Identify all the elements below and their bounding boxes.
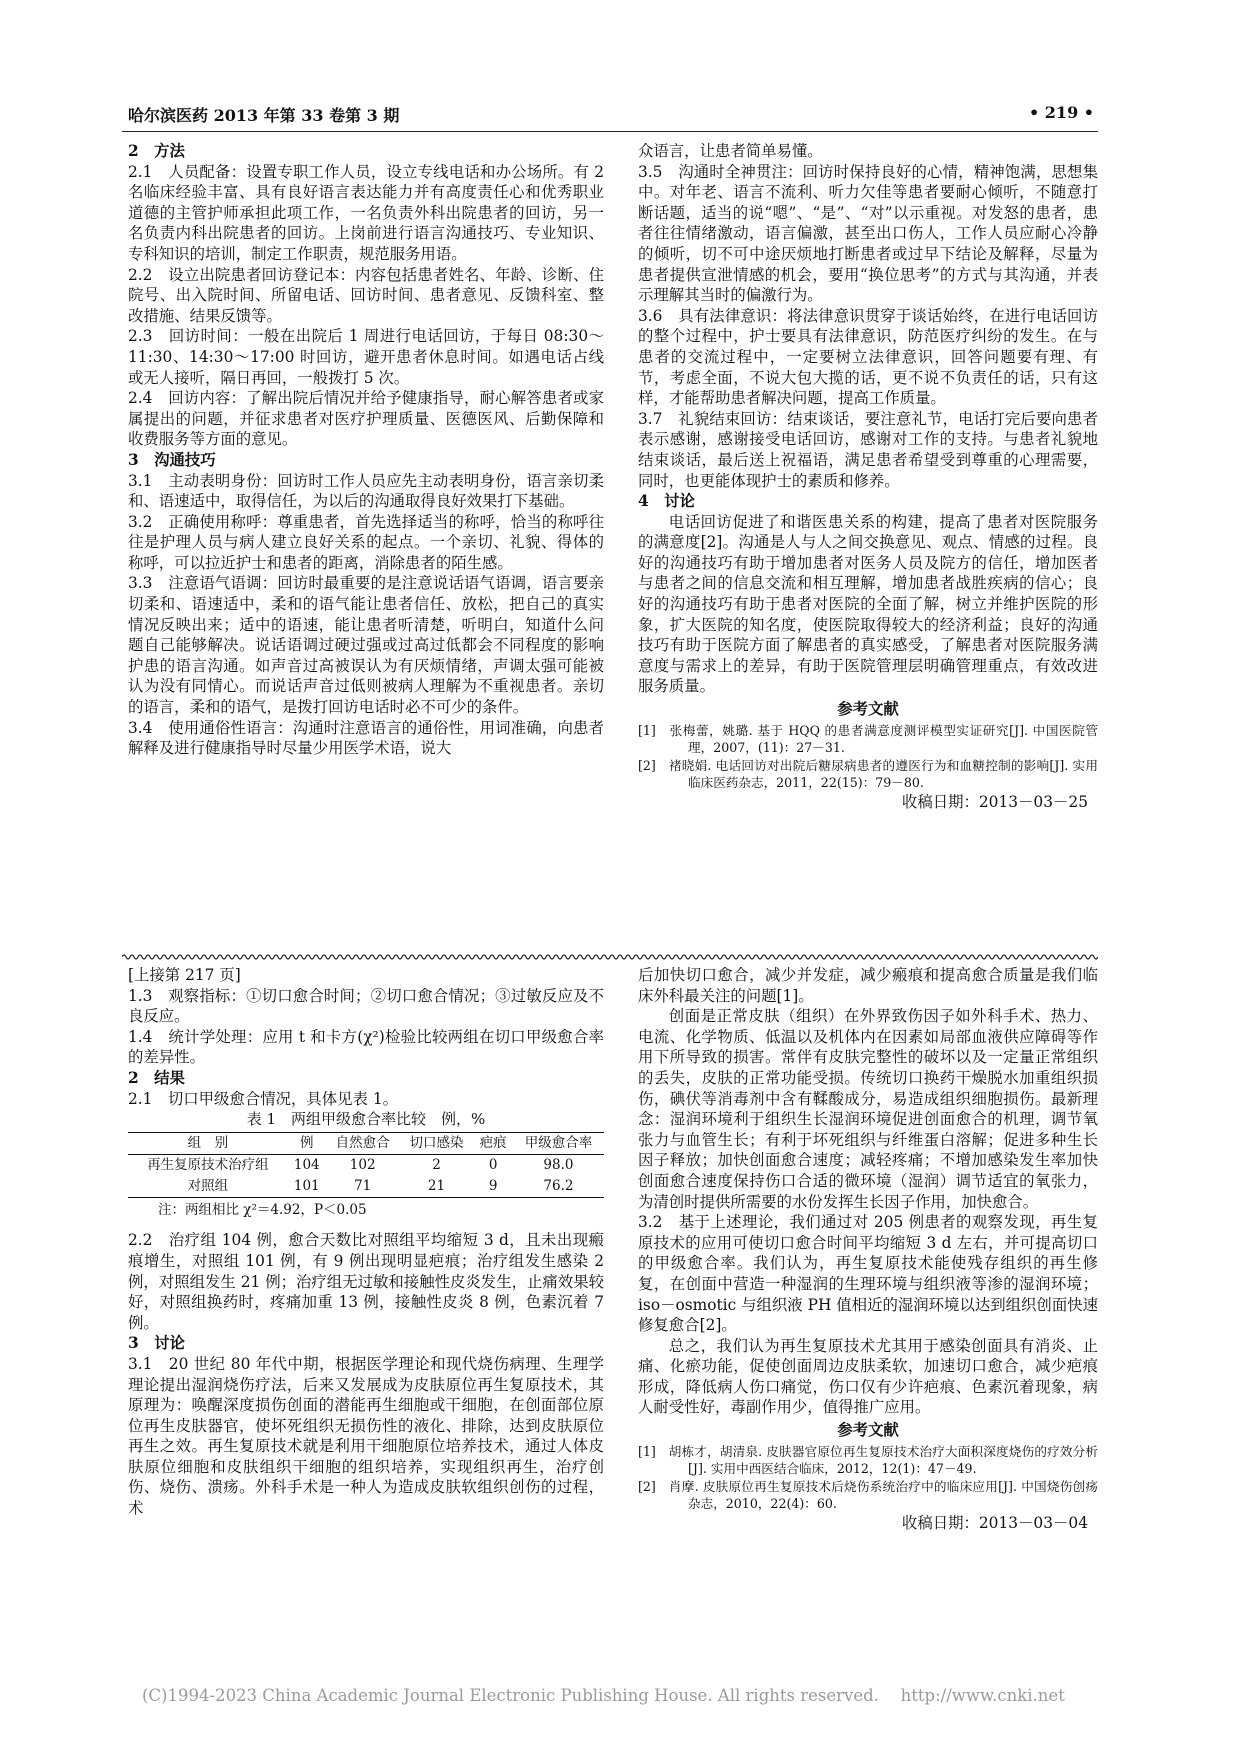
table-cell: 101 xyxy=(293,1177,320,1194)
paragraph: 3.1 主动表明身份：回访时工作人员应先主动表明身份，语言亲切柔和、语速适中，取得信任，为以后的沟通取得良好效果打下基础。 xyxy=(128,471,604,511)
paragraph: 3.7 礼貌结束回访：结束谈话，要注意礼节，电话打完后要向患者表示感谢，感谢接受电话回访，感谢对工作的支持。与患者礼貌地结束谈话，最后送上祝福语，满足患者希望受到尊重的心理需要，同时，也更能体现护士的素质和修养。 xyxy=(638,409,1098,490)
section-heading: 3 讨论 xyxy=(128,1334,185,1353)
paragraph: 3.2 正确使用称呼：尊重患者，首先选择适当的称呼，恰当的称呼往往是护理人员与病人建立良好关系的起点。一个亲切、礼貌、得体的称呼，可以拉近护士和患者的距离，消除患者的陌生感。 xyxy=(128,512,604,572)
paragraph: 总之，我们认为再生复原技术尤其用于感染创面具有消炎、止痛、化瘀功能，促使创面周边皮肤柔软，加速切口愈合，减少疤痕形成，降低病人伤口痛觉，伤口仅有少许疤痕、色素沉着现象，病人耐受性好，毒副作用少，值得推广应用。 xyxy=(638,1336,1098,1417)
reference-item: [2] 肖摩. 皮肤原位再生复原技术后烧伤系统治疗中的临床应用[J]. 中国烧伤创疡杂志，2010，22(4)：60. xyxy=(638,1478,1098,1511)
paragraph-continued: 众语言，让患者简单易懂。 xyxy=(638,142,823,160)
table-cell: 98.0 xyxy=(543,1156,574,1173)
article-b-right-column xyxy=(638,965,1098,1533)
table-header-cell: 切口感染 xyxy=(409,1134,464,1151)
table-cell: 2 xyxy=(432,1156,441,1173)
paragraph: 创面是正常皮肤（组织）在外界致伤因子如外科手术、热力、电流、化学物质、低温以及机体内在因素如局部血液供应障碍等作用下所导致的损害。常伴有皮肤完整性的破坏以及一定量正常组织的丢失，皮肤的正常功能受损。传统切口换药干燥脱水加重组织损伤，碘伏等消毒剂中含有鞣酸成分，易造成组织细胞损伤。最新理念：湿润环境利于组织生长湿润环境促进创面愈合的机理，调节氧张力与血管生长；有利于坏死组织与纤维蛋白溶解；促进多种生长因子释放；加快创面愈合速度；减轻疼痛；不增加感染发生率加快创面愈合速度保持伤口合适的微环境（湿润）调节适宜的氧张力，为清创时提供所需要的水份发挥生长因子作用，加快愈合。 xyxy=(638,1007,1098,1211)
section-heading: 4 讨论 xyxy=(638,492,695,511)
table-caption: 表 1 两组甲级愈合率比较 例，% xyxy=(246,1110,486,1129)
table-cell: 9 xyxy=(488,1177,498,1194)
references-heading: 参考文献 xyxy=(837,1421,899,1440)
table-cell: 104 xyxy=(293,1156,320,1173)
paragraph: 3.4 使用通俗性语言：沟通时注意语言的通俗性，用词准确，向患者解释及进行健康指导时尽量少用医学术语，说大 xyxy=(128,718,604,758)
table xyxy=(128,1132,604,1198)
table-cell: 21 xyxy=(427,1177,446,1194)
paragraph: 1.3 观察指标：①切口愈合时间；②切口愈合情况；③过敏反应及不良反应。 xyxy=(128,986,604,1026)
paragraph: 2.2 治疗组 104 例，愈合天数比对照组平均缩短 3 d，且未出现瘢痕增生，对照组 101 例，有 9 例出现明显疤痕；治疗组发生感染 2 例，对照组发生 21 例；治疗组无过敏和接触性皮炎发生，止痛效果较好，对照组换药时，疼痛加重 13 例，接触性皮炎 8 例，色素沉着 7 例。 xyxy=(128,1231,604,1332)
page-number: • 219 • xyxy=(1029,103,1094,122)
reference-item: [2] 褚晓娟. 电话回访对出院后糖尿病患者的遵医行为和血糖控制的影响[J]. 实用临床医药杂志，2011，22(15)：79－80. xyxy=(638,757,1098,790)
header-rule xyxy=(122,131,1098,132)
section-heading: 3 沟通技巧 xyxy=(128,450,216,469)
reference-item: [1] 胡栋才，胡清泉. 皮肤器官原位再生复原技术治疗大面积深度烧伤的疗效分析[J]. 实用中西医结合临床，2012，12(1)：47－49. xyxy=(638,1443,1098,1476)
paragraph: 2.1 人员配备：设置专职工作人员，设立专线电话和办公场所。有 2 名临床经验丰富、具有良好语言表达能力并有高度责任心和优秀职业道德的主管护师承担此项工作，一名负责外科出院患者的回访，另一名负责内科出院患者的回访。上岗前进行语言沟通技巧、专业知识、专科知识的培训，制定工作职责，规范服务用语。 xyxy=(128,162,604,263)
paragraph: 1.4 统计学处理：应用 t 和卡方(χ²)检验比较两组在切口甲级愈合率的差异性。 xyxy=(128,1027,604,1067)
article-a-right-column xyxy=(638,141,1098,812)
section-heading: 2 方法 xyxy=(128,142,185,160)
running-header xyxy=(128,103,1094,129)
table-cell: 102 xyxy=(349,1156,376,1173)
references-heading: 参考文献 xyxy=(837,700,899,719)
table-header-cell: 自然愈合 xyxy=(335,1134,390,1151)
article-separator xyxy=(122,953,1098,961)
paragraph: 2.4 回访内容：了解出院后情况并给予健康指导，耐心解答患者或家属提出的问题，并征求患者对医疗护理质量、医德医风、后勤保障和收费服务等方面的意见。 xyxy=(128,389,604,449)
paragraph-continued: 后加快切口愈合，减少并发症，减少瘢痕和提高愈合质量是我们临床外科最关注的问题[1]。 xyxy=(638,966,1098,1005)
received-date: 收稿日期：2013－03－25 xyxy=(901,792,1088,811)
paragraph: 3.1 20 世纪 80 年代中期，根据医学理论和现代烧伤病理、生理学理论提出湿润烧伤疗法，后来又发展成为皮肤原位再生复原技术，其原理为：唤醒深度损伤创面的潜能再生细胞或干细胞，在创面部位原位再生皮肤器官，使坏死组织无损伤性的液化、排除，达到皮肤原位再生之效。再生复原技术就是利用干细胞原位培养技术，通过人体皮肤原位细胞和皮肤组织干细胞的组织培养，实现组织再生，治疗创伤、烧伤、溃疡。外科手术是一种人为造成皮肤软组织创伤的过程，术 xyxy=(128,1354,604,1518)
copyright-footer: (C)1994-2023 China Academic Journal Electronic Publishing House. All rights reserved. http://www.cnki.net xyxy=(142,1686,1065,1705)
table-header-cell: 疤痕 xyxy=(479,1134,507,1151)
paragraph: 2.3 回访时间：一般在出院后 1 周进行电话回访，于每日 08:30～11:30、14:30～17:00 时回访，避开患者休息时间。如遇电话占线或无人接听，隔日再回，一般拨打 5 次。 xyxy=(128,327,604,387)
paragraph: 3.6 具有法律意识：将法律意识贯穿于谈话始终，在进行电话回访的整个过程中，护士要具有法律意识，防范医疗纠纷的发生。在与患者的交流过程中，一定要树立法律意识，回答问题要有理、有节，考虑全面，不说大包大揽的话，更不说不负责任的话，只有这样，才能帮助患者解决问题，提高工作质量。 xyxy=(638,306,1098,408)
table-row xyxy=(128,1154,604,1176)
table-header-cell: 甲级愈合率 xyxy=(524,1134,593,1151)
paragraph-continued: [上接第 217 页] xyxy=(128,966,241,984)
paragraph: 3.2 基于上述理论，我们通过对 205 例患者的观察发现，再生复原技术的应用可使切口愈合时间平均缩短 3 d 左右，并可提高切口的甲级愈合率。我们认为，再生复原技术能使残存组织的再生修复，在创面中营造一种湿润的生理环境与组织液等渗的湿润环境；iso－osmotic 与组织液 PH 值相近的湿润环境以达到组织创面快速修复愈合[2]。 xyxy=(638,1213,1098,1335)
paragraph: 3.3 注意语气语调：回访时最重要的是注意说话语气语调，语言要亲切柔和、语速适中，柔和的语气能让患者信任、放松，把自己的真实情况反映出来；适中的语速，能让患者听清楚，听明白，知道什么问题自己能够解决。说话语调过硬过强或过高过低都会不同程度的影响护患的语言沟通。如声音过高被误认为有厌烦情绪，声调太强可能被认为没有同情心。而说话声音过低则被病人理解为不重视患者。亲切的语言，柔和的语气，是拨打回访电话时必不可少的条件。 xyxy=(128,574,604,717)
table-cell: 再生复原技术治疗组 xyxy=(147,1156,269,1173)
paragraph: 2.2 设立出院患者回访登记本：内容包括患者姓名、年龄、诊断、住院号、出入院时间、所留电话、回访时间、患者意见、反馈科室、整改措施、结果反馈等。 xyxy=(128,265,604,325)
table-row xyxy=(128,1176,604,1198)
paragraph: 3.5 沟通时全神贯注：回访时保持良好的心情，精神饱满，思想集中。对年老、语言不流利、听力欠佳等患者要耐心倾听，不随意打断话题，适当的说“嗯”、“是”、“对”以示重视。对发怒的患者，患者往往情绪激动，语言偏激，甚至出口伤人，工作人员应耐心冷静的倾听，切不可中途厌烦地打断患者或过早下结论及解释，尽量为患者提供宣泄情感的机会，要用“换位思考”的方式与其沟通，并表示理解其当时的偏激行为。 xyxy=(638,162,1098,305)
table-cell: 76.2 xyxy=(543,1177,574,1194)
paragraph: 2.1 切口甲级愈合情况，具体见表 1。 xyxy=(128,1089,399,1108)
article-a-left-column xyxy=(128,141,604,759)
table-header-cell: 组 别 xyxy=(187,1134,229,1151)
table-cell: 0 xyxy=(488,1156,498,1173)
journal-title: 哈尔滨医药 2013 年第 33 卷第 3 期 xyxy=(128,106,400,125)
table-header-cell: 例 xyxy=(300,1134,314,1151)
table-1 xyxy=(128,1109,604,1220)
table-cell: 对照组 xyxy=(187,1177,229,1194)
table-note: 注：两组相比 χ²＝4.92，P＜0.05 xyxy=(158,1201,367,1218)
table-cell: 71 xyxy=(354,1177,372,1194)
received-date: 收稿日期：2013－03－04 xyxy=(901,1513,1088,1532)
paragraph: 电话回访促进了和谐医患关系的构建，提高了患者对医院服务的满意度[2]。沟通是人与人之间交换意见、观点、情感的过程。良好的沟通技巧有助于增加患者对医务人员及院方的信任，增加医者与患者之间的信息交流和相互理解，增加患者战胜疾病的信心；良好的沟通技巧有助于患者对医院的全面了解，树立并维护医院的形象，扩大医院的知名度，使医院取得较大的经济利益；良好的沟通技巧有助于医院方面了解患者的真实感受，了解患者对医院服务满意度与需求上的差异，有助于医院管理层明确管理重点，有效改进服务质量。 xyxy=(638,512,1098,696)
article-b-left-column xyxy=(128,965,604,1519)
reference-item: [1] 张梅蕾，姚璐. 基于 HQQ 的患者满意度测评模型实证研究[J]. 中国医院管理，2007，(11)：27－31. xyxy=(638,722,1098,755)
section-heading: 2 结果 xyxy=(128,1068,185,1087)
